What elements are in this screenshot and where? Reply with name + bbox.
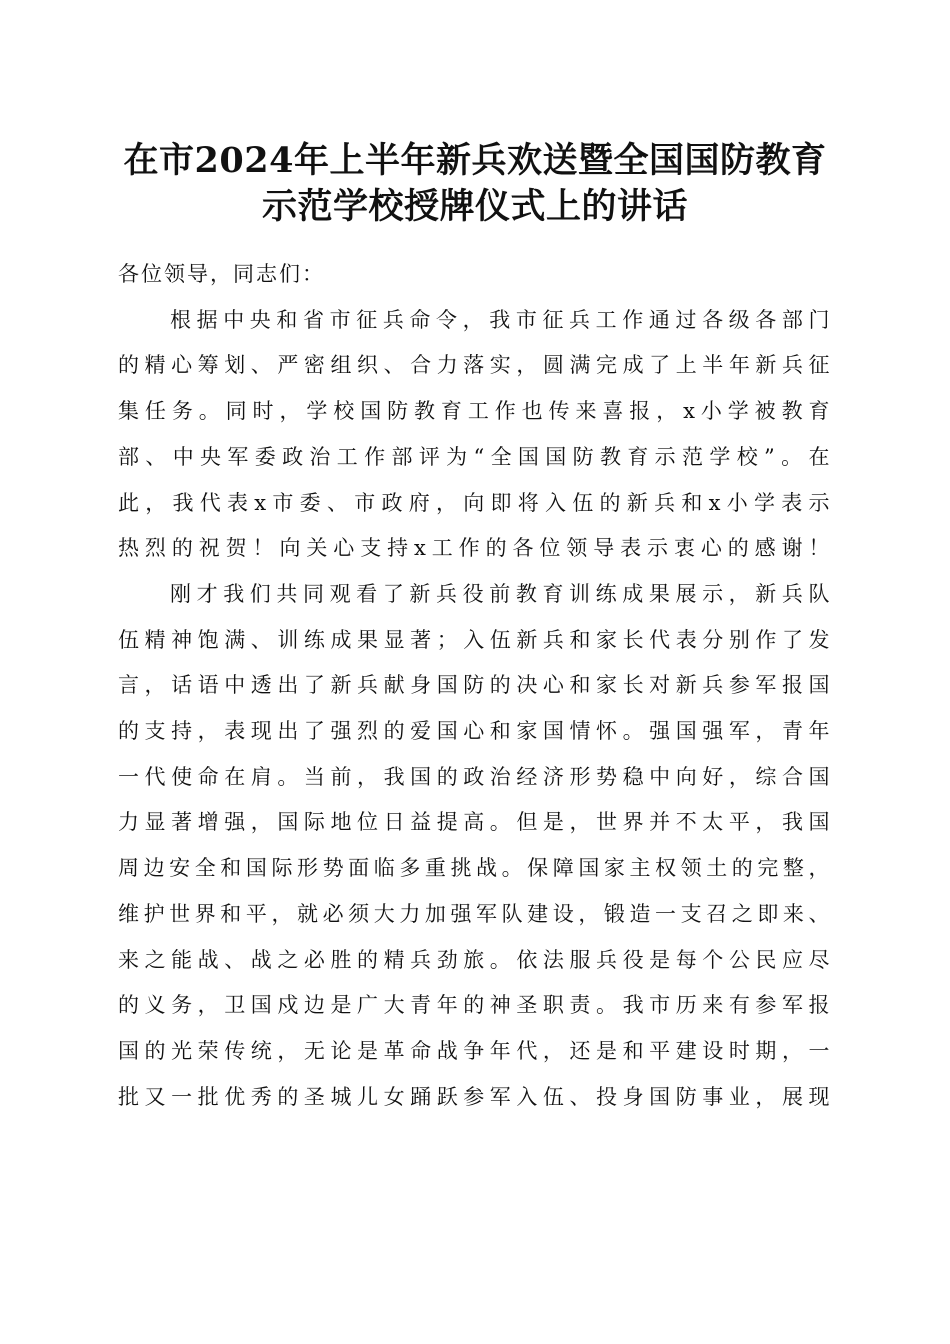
paragraph-line: 此，我代表x市委、市政府，向即将入伍的新兵和x小学表示	[118, 490, 830, 515]
title-line-1: 在市2024年上半年新兵欢送暨全国国防教育	[123, 140, 827, 181]
paragraph-line: 力显著增强，国际地位日益提高。但是，世界并不太平，我国	[118, 810, 830, 835]
paragraph-line: 热烈的祝贺！向关心支持x工作的各位领导表示衷心的感谢！	[118, 536, 830, 561]
paragraph-line: 的义务，卫国戍边是广大青年的神圣职责。我市历来有参军报	[118, 993, 830, 1018]
paragraph-line: 批又一批优秀的圣城儿女踊跃参军入伍、投身国防事业，展现	[118, 1084, 830, 1109]
salutation: 各位领导，同志们：	[118, 262, 325, 286]
paragraph-2	[118, 572, 830, 1120]
paragraph-line: 部、中央军委政治工作部评为“全国国防教育示范学校”。在	[118, 444, 830, 469]
document-title	[100, 138, 850, 230]
paragraph-line: 根据中央和省市征兵命令，我市征兵工作通过各级各部门	[170, 307, 830, 332]
paragraph-line: 集任务。同时，学校国防教育工作也传来喜报，x小学被教育	[118, 399, 830, 424]
paragraph-line: 国的光荣传统，无论是革命战争年代，还是和平建设时期，一	[118, 1038, 830, 1063]
title-line-2: 示范学校授牌仪式上的讲话	[261, 186, 688, 227]
paragraph-line: 一代使命在肩。当前，我国的政治经济形势稳中向好，综合国	[118, 764, 830, 789]
paragraph-line: 刚才我们共同观看了新兵役前教育训练成果展示，新兵队	[170, 581, 830, 606]
paragraph-line: 周边安全和国际形势面临多重挑战。保障国家主权领土的完整，	[118, 856, 830, 881]
paragraph-line: 维护世界和平，就必须大力加强军队建设，锻造一支召之即来、	[118, 901, 830, 926]
paragraph-line: 伍精神饱满、训练成果显著；入伍新兵和家长代表分别作了发	[118, 627, 830, 652]
paragraph-line: 来之能战、战之必胜的精兵劲旅。依法服兵役是每个公民应尽	[118, 947, 830, 972]
paragraph-line: 的支持，表现出了强烈的爱国心和家国情怀。强国强军，青年	[118, 719, 830, 744]
document-body	[118, 252, 830, 1120]
paragraph-line: 言，话语中透出了新兵献身国防的决心和家长对新兵参军报国	[118, 673, 830, 698]
paragraph-line: 的精心筹划、严密组织、合力落实，圆满完成了上半年新兵征	[118, 353, 830, 378]
paragraph-1	[118, 298, 830, 572]
